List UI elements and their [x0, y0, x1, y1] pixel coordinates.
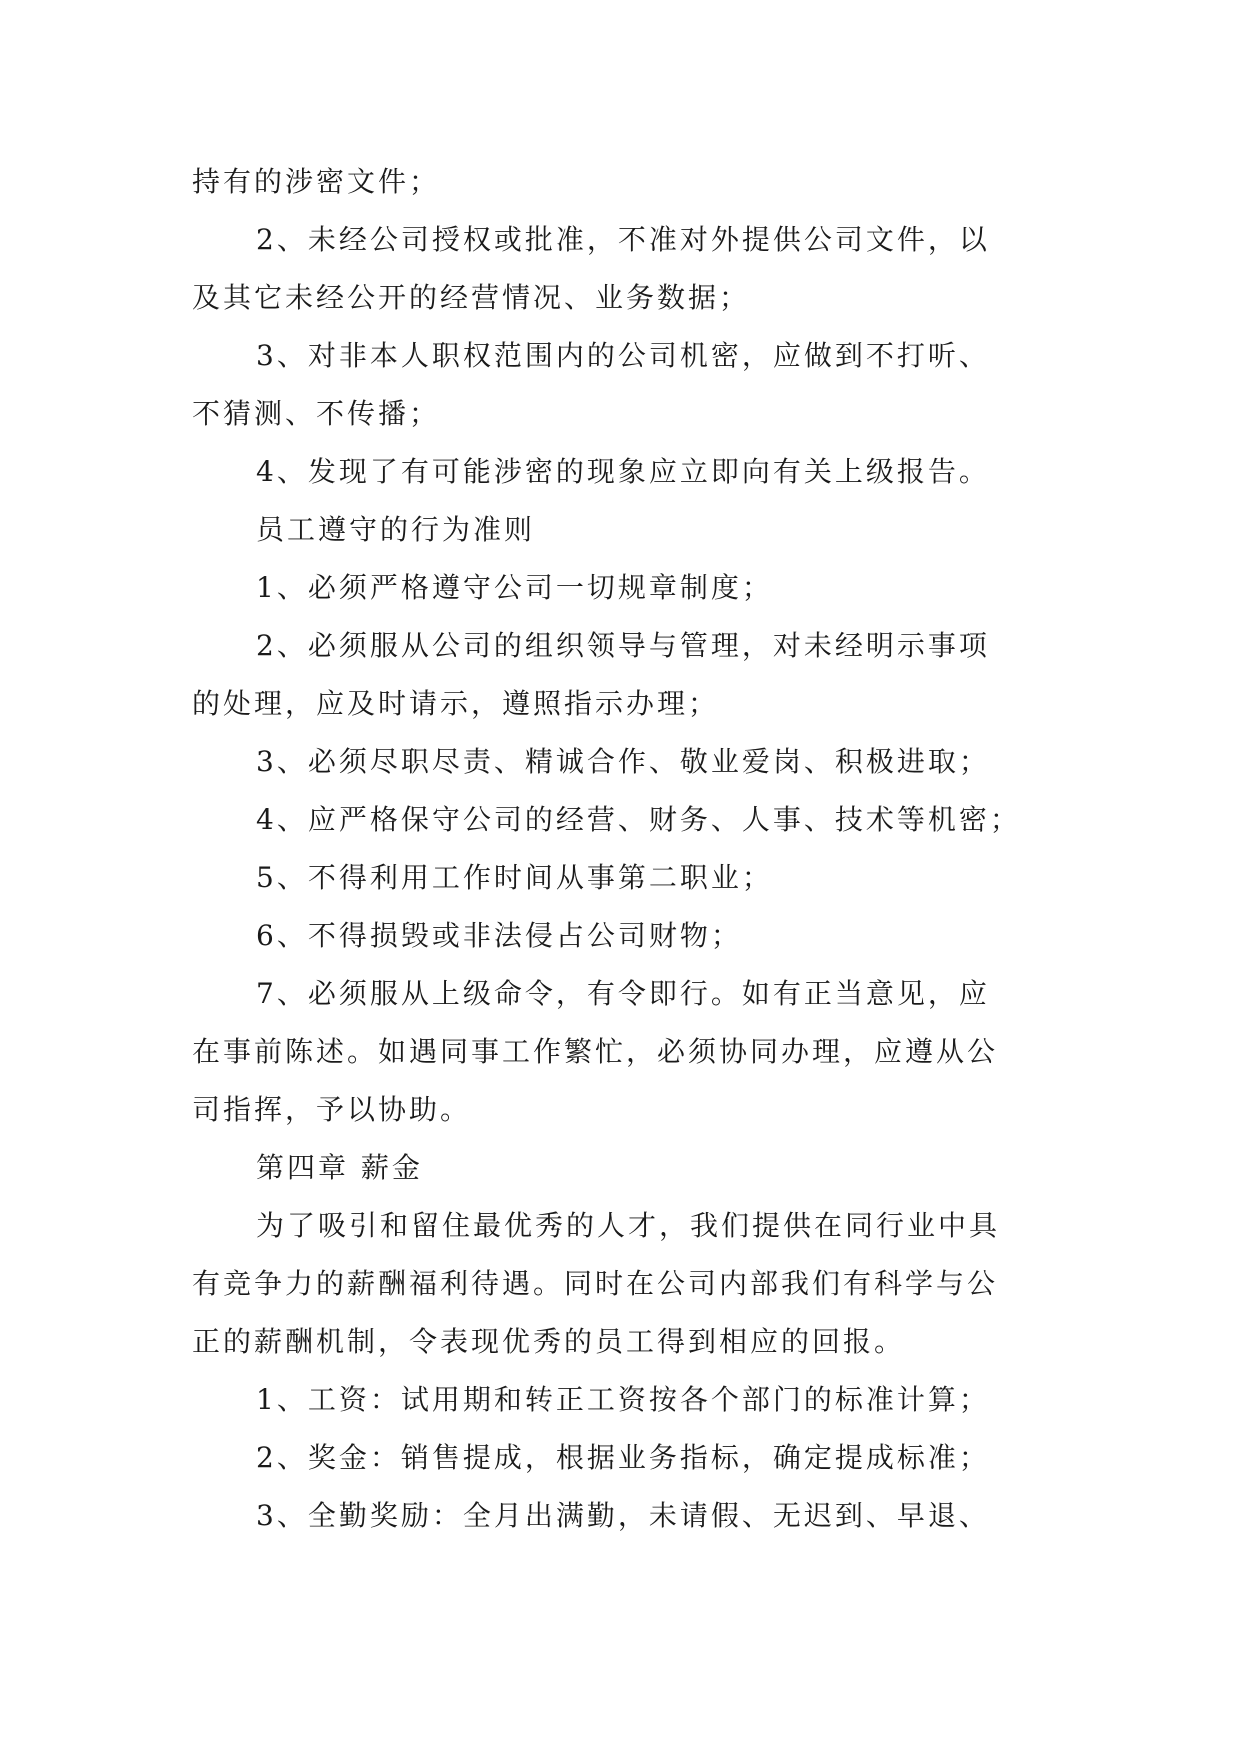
- text-line-22: 1、工资：试用期和转正工资按各个部门的标准计算；: [256, 1383, 990, 1416]
- text-line-12: 4、应严格保守公司的经营、财务、人事、技术等机密；: [256, 803, 1021, 836]
- text-line-16: 在事前陈述。如遇同事工作繁忙，必须协同办理，应遵从公: [192, 1035, 999, 1068]
- text-line-13: 5、不得利用工作时间从事第二职业；: [256, 861, 773, 894]
- text-line-4: 3、对非本人职权范围内的公司机密，应做到不打听、: [256, 339, 990, 372]
- text-line-11: 3、必须尽职尽责、精诚合作、敬业爱岗、积极进取；: [256, 745, 990, 778]
- text-line-9: 2、必须服从公司的组织领导与管理，对未经明示事项: [256, 629, 990, 662]
- text-line-5: 不猜测、不传播；: [192, 397, 441, 430]
- text-line-24: 3、全勤奖励：全月出满勤，未请假、无迟到、早退、: [256, 1499, 990, 1532]
- text-line-1: 持有的涉密文件；: [192, 165, 441, 198]
- text-line-19: 为了吸引和留住最优秀的人才，我们提供在同行业中具: [256, 1209, 1001, 1242]
- text-line-6: 4、发现了有可能涉密的现象应立即向有关上级报告。: [256, 455, 990, 488]
- chapter-heading-salary: 第四章 薪金: [256, 1151, 423, 1184]
- text-line-15: 7、必须服从上级命令，有令即行。如有正当意见，应: [256, 977, 990, 1010]
- text-line-2: 2、未经公司授权或批准，不准对外提供公司文件，以: [256, 223, 990, 256]
- text-line-20: 有竞争力的薪酬福利待遇。同时在公司内部我们有科学与公: [192, 1267, 999, 1300]
- text-line-17: 司指挥，予以协助。: [192, 1093, 472, 1126]
- section-heading-code-of-conduct: 员工遵守的行为准则: [256, 513, 536, 546]
- text-line-8: 1、必须严格遵守公司一切规章制度；: [256, 571, 773, 604]
- text-line-23: 2、奖金：销售提成，根据业务指标，确定提成标准；: [256, 1441, 990, 1474]
- text-line-14: 6、不得损毁或非法侵占公司财物；: [256, 919, 742, 952]
- text-line-3: 及其它未经公开的经营情况、业务数据；: [192, 281, 751, 314]
- text-line-21: 正的薪酬机制，令表现优秀的员工得到相应的回报。: [192, 1325, 906, 1358]
- text-line-10: 的处理，应及时请示，遵照指示办理；: [192, 687, 720, 720]
